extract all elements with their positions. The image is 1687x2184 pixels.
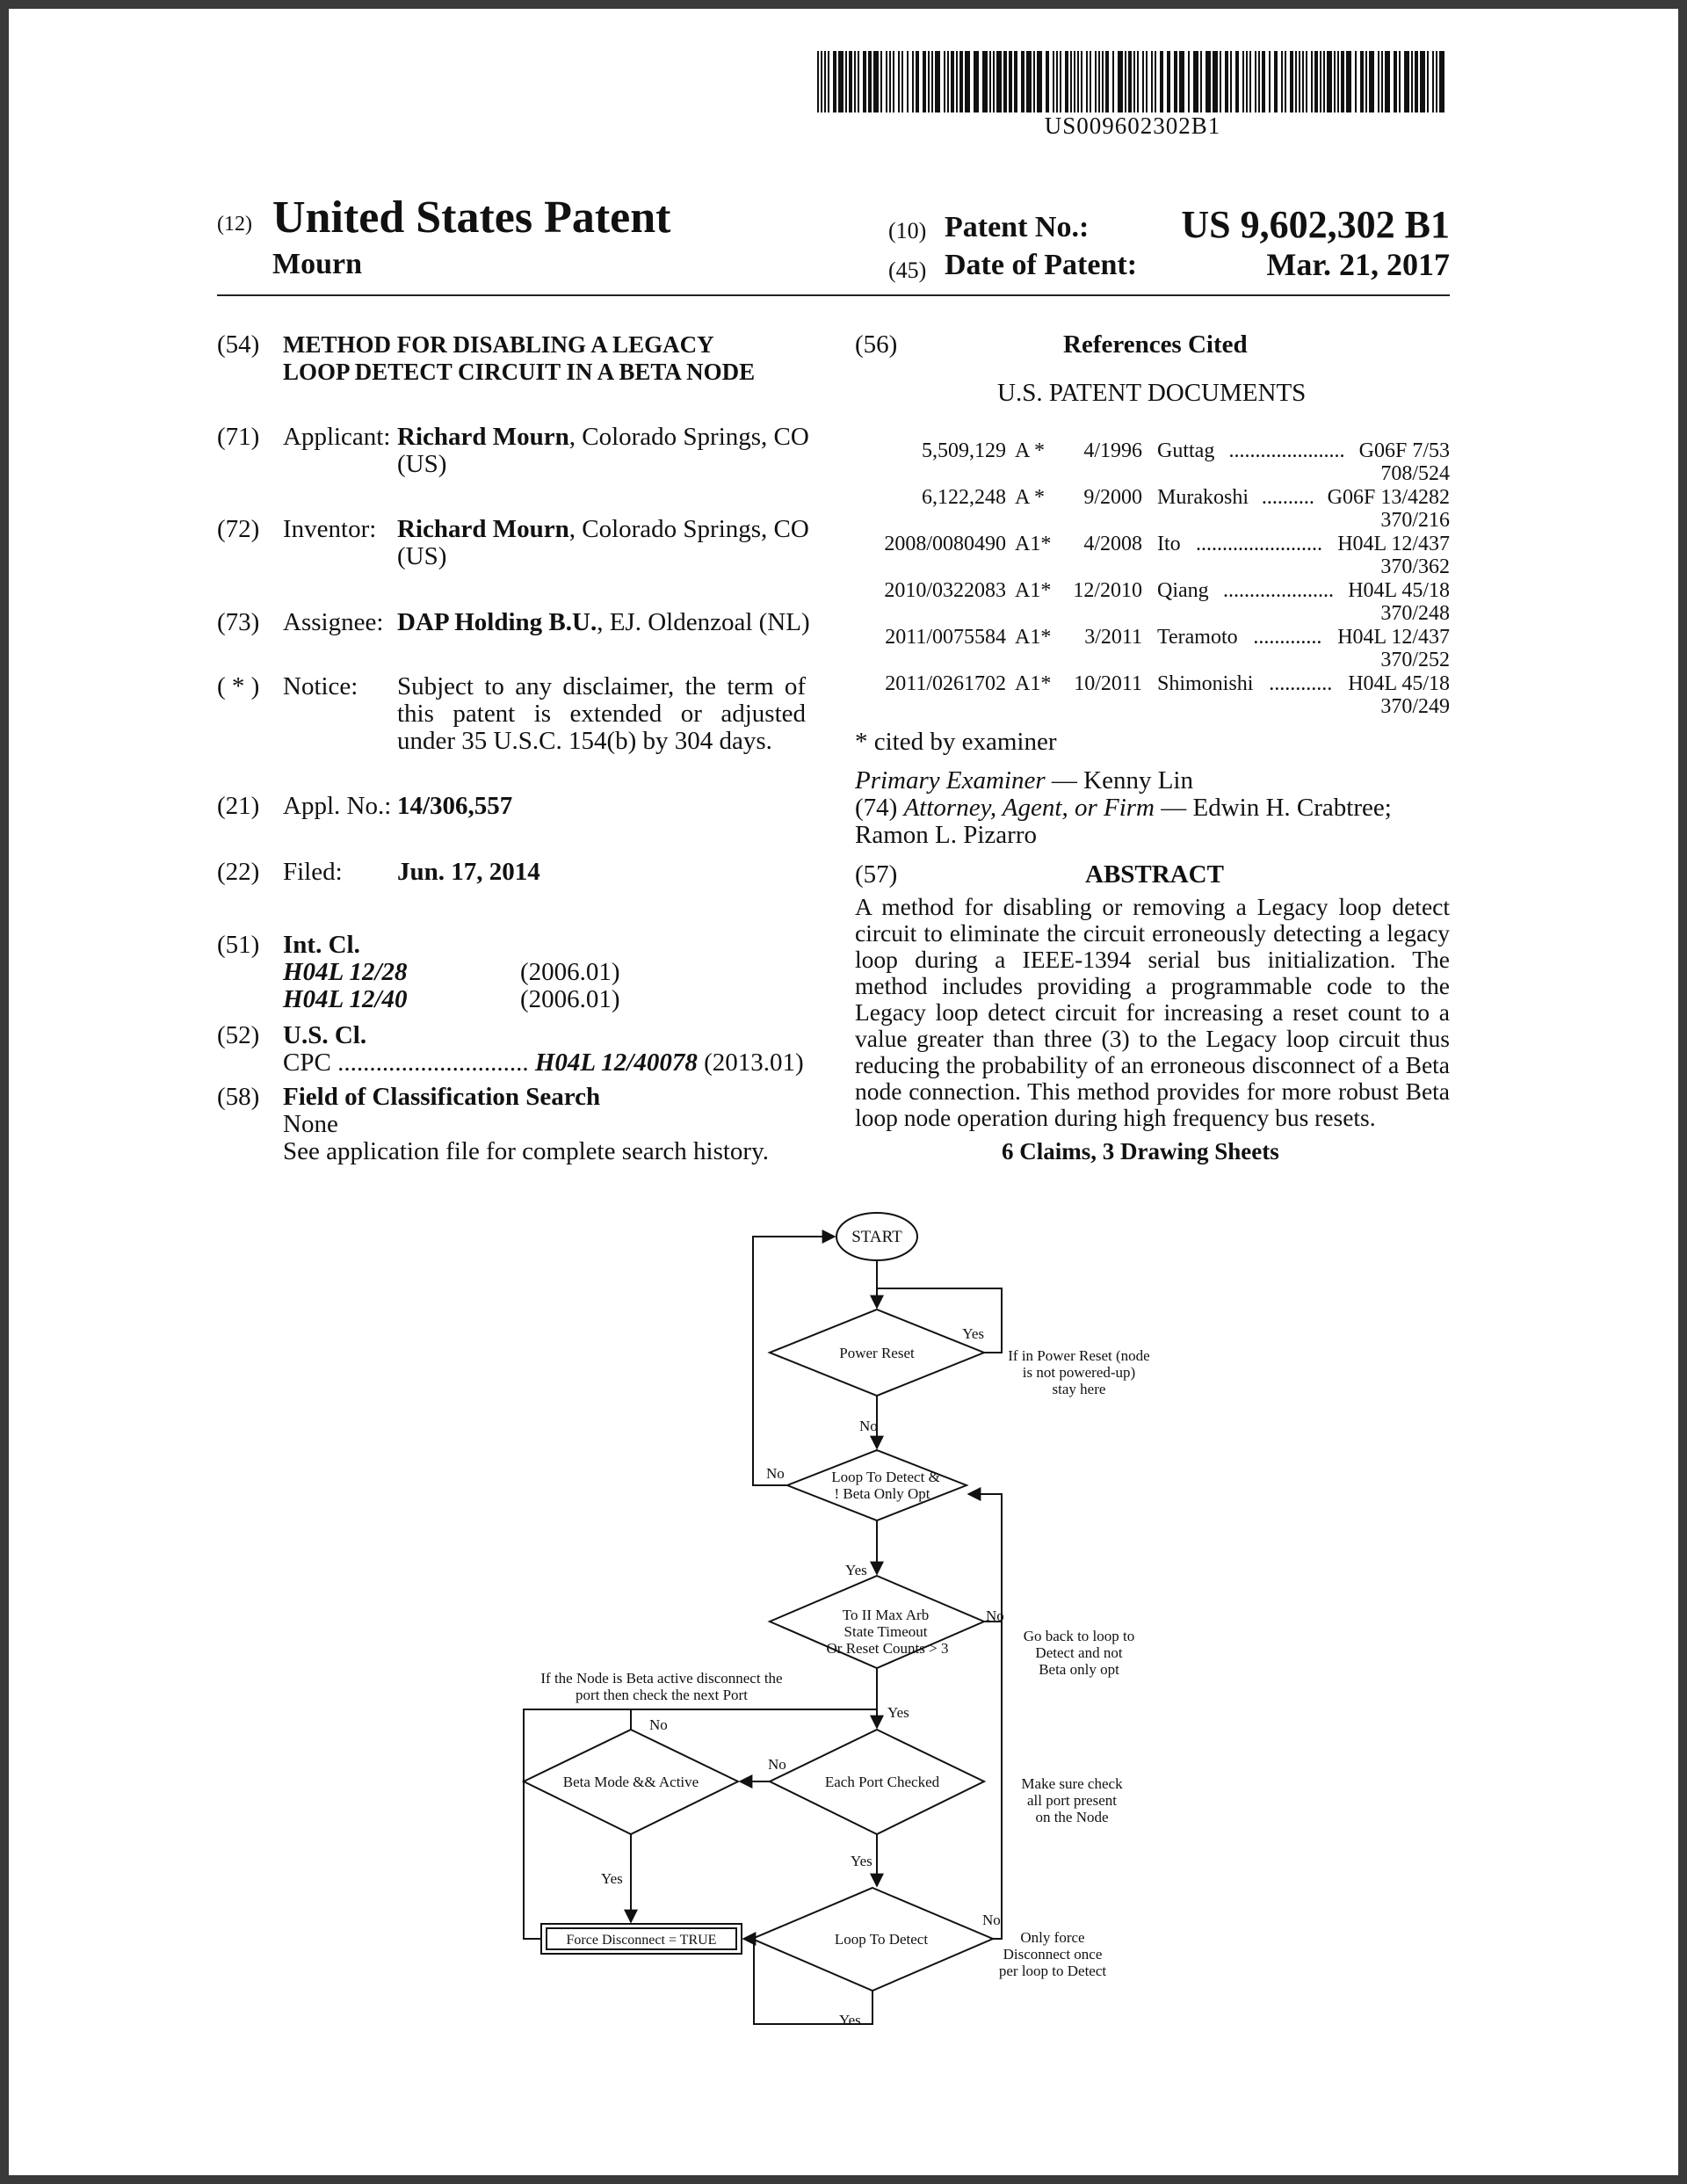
filed-date: Jun. 17, 2014	[397, 858, 540, 886]
int-cl-label: Int. Cl.	[283, 931, 360, 959]
abstract-label: ABSTRACT	[1085, 860, 1224, 889]
int-cl-2-date: (2006.01)	[520, 985, 620, 1013]
ref-number: 2011/0261702	[885, 672, 1006, 695]
examiner-label: Primary Examiner	[855, 766, 1046, 795]
inventor-location: , Colorado Springs, CO	[568, 515, 809, 543]
ref-class: H04L 12/437	[1337, 533, 1450, 555]
applicant-label: Applicant:	[283, 423, 391, 451]
power-reset-no: No	[859, 1418, 878, 1434]
ref-class-secondary: 708/524	[1380, 462, 1450, 485]
timeout-label-3: Or Reset Counts > 3	[826, 1640, 949, 1657]
ref-number: 6,122,248	[922, 486, 1006, 509]
code-56: (56)	[855, 330, 898, 359]
invention-title-line2: LOOP DETECT CIRCUIT IN A BETA NODE	[283, 359, 756, 385]
timeout-label-2: State Timeout	[844, 1623, 928, 1640]
ref-class-secondary: 370/249	[1380, 695, 1450, 718]
cpc-version: (2013.01)	[704, 1049, 804, 1077]
ref-name: Shimonishi	[1157, 672, 1254, 695]
inventor-name: Richard Mourn	[397, 515, 569, 543]
each-port-yes: Yes	[851, 1853, 872, 1869]
doc-title: United States Patent	[272, 192, 671, 243]
ref-kind: A1*	[1015, 533, 1052, 555]
applicant-location: , Colorado Springs, CO	[568, 423, 809, 451]
int-cl-1: H04L 12/28	[283, 958, 408, 986]
code-45: (45)	[888, 258, 927, 283]
applicant-name: Richard Mourn	[397, 423, 569, 451]
code-74: (74)	[855, 794, 898, 822]
notice-label: Notice:	[283, 672, 358, 700]
ref-kind: A1*	[1015, 626, 1052, 649]
go-back-note-3: Beta only opt	[1039, 1661, 1119, 1678]
inventor-label: Inventor:	[283, 515, 377, 543]
notice-text: Subject to any disclaimer, the term of this patent is extended or adjusted under 35 U.S.C. 154(b) by 304 days.	[397, 672, 806, 755]
code-51: (51)	[217, 931, 260, 959]
check-note-1: Make sure check	[1021, 1775, 1123, 1792]
ref-class: H04L 45/18	[1348, 579, 1450, 602]
barcode-text: US009602302B1	[1044, 112, 1221, 139]
code-12: (12)	[217, 213, 252, 236]
check-note-2: all port present	[1027, 1792, 1117, 1809]
ref-name: Teramoto	[1157, 626, 1238, 649]
ref-class: G06F 7/53	[1358, 439, 1450, 462]
code-21: (21)	[217, 792, 260, 820]
patent-no: US 9,602,302 B1	[1181, 203, 1450, 246]
assignee-name: DAP Holding B.U.	[397, 608, 597, 636]
ref-class-secondary: 370/216	[1380, 509, 1450, 532]
ref-date: 4/2008	[1083, 533, 1142, 555]
ref-kind: A1*	[1015, 672, 1052, 695]
attorney-label: Attorney, Agent, or Firm	[903, 794, 1155, 822]
loop-beta-label-1: Loop To Detect &	[831, 1469, 940, 1485]
appl-no: 14/306,557	[397, 792, 513, 820]
applicant-country: (US)	[397, 450, 447, 478]
ref-date: 3/2011	[1084, 626, 1142, 649]
start-label: START	[851, 1228, 902, 1246]
loop-beta-no: No	[766, 1465, 785, 1482]
assignee-label: Assignee:	[283, 608, 384, 636]
power-reset-yes: Yes	[962, 1325, 984, 1342]
code-notice: ( * )	[217, 672, 260, 700]
timeout-label-1: To II Max Arb	[842, 1607, 930, 1623]
ref-date: 4/1996	[1083, 439, 1142, 462]
beta-mode-yes: Yes	[601, 1870, 623, 1887]
ref-number: 2008/0080490	[884, 533, 1006, 555]
go-back-note-2: Detect and not	[1035, 1644, 1123, 1661]
code-54: (54)	[217, 330, 260, 359]
loop-detect-label: Loop To Detect	[834, 1931, 929, 1948]
examiner-name: — Kenny Lin	[1045, 766, 1193, 795]
beta-note-1: If the Node is Beta active disconnect the	[540, 1670, 783, 1687]
code-71: (71)	[217, 423, 260, 451]
power-reset-label: Power Reset	[839, 1345, 915, 1361]
ref-name: Qiang	[1157, 579, 1209, 602]
ref-number: 5,509,129	[922, 439, 1006, 462]
each-port-label: Each Port Checked	[824, 1774, 940, 1790]
beta-mode-label: Beta Mode && Active	[562, 1774, 699, 1790]
us-cl-label: U.S. Cl.	[283, 1021, 367, 1049]
ref-date: 12/2010	[1073, 579, 1142, 602]
timeout-yes: Yes	[887, 1704, 909, 1721]
us-patent-documents-label: U.S. PATENT DOCUMENTS	[997, 379, 1307, 407]
loop-beta-label-2: ! Beta Only Opt	[834, 1485, 930, 1502]
ref-class-secondary: 370/362	[1380, 555, 1450, 578]
loop-beta-yes: Yes	[845, 1562, 867, 1578]
flowchart	[9, 9, 1678, 2175]
code-58: (58)	[217, 1083, 260, 1111]
assignee-location: , EJ. Oldenzoal (NL)	[597, 608, 810, 636]
ref-number: 2010/0322083	[884, 579, 1006, 602]
force-note-3: per loop to Detect	[998, 1963, 1107, 1979]
power-reset-note-1: If in Power Reset (node	[1008, 1347, 1150, 1364]
claims-drawings: 6 Claims, 3 Drawing Sheets	[1002, 1138, 1279, 1165]
ref-kind: A *	[1015, 486, 1046, 509]
ref-kind: A *	[1015, 439, 1046, 462]
invention-title-line1: METHOD FOR DISABLING A LEGACY	[283, 331, 714, 358]
cpc-label: CPC	[283, 1049, 331, 1077]
cpc-class: H04L 12/40078	[534, 1049, 698, 1077]
ref-class-secondary: 370/248	[1380, 602, 1450, 625]
force-disconnect-label: Force Disconnect = TRUE	[566, 1933, 717, 1948]
inventor-country: (US)	[397, 542, 447, 570]
ref-kind: A1*	[1015, 579, 1052, 602]
ref-dots: .............	[1253, 626, 1322, 649]
attorney-name1: — Edwin H. Crabtree;	[1155, 794, 1392, 822]
ref-class: H04L 45/18	[1348, 672, 1450, 695]
power-reset-note-2: is not powered-up)	[1022, 1364, 1136, 1381]
ref-class-secondary: 370/252	[1380, 649, 1450, 671]
abstract-text: A method for disabling or removing a Legacy loop detect circuit to eliminate the circuit erroneously detecting a legacy loop during a IEEE-1394 serial bus initialization. The method includes providing a programmable code to the Legacy loop detect circuit for increasing a reset count to a value greater than three (3) to the Legacy loop circuit thus reducing the probability of an erroneous disconnect of a Beta node connection. This method provides for more robust Beta loop node operation during high frequency bus resets.	[855, 893, 1450, 1131]
each-port-no: No	[768, 1756, 786, 1773]
patent-page	[9, 9, 1678, 2175]
ref-date: 10/2011	[1074, 672, 1142, 695]
date-label: Date of Patent:	[945, 249, 1138, 281]
ref-name: Ito	[1157, 533, 1181, 555]
references-cited-label: References Cited	[1063, 330, 1248, 359]
appl-no-label: Appl. No.:	[283, 792, 392, 820]
ref-class: G06F 13/4282	[1327, 486, 1450, 509]
ref-dots: ............	[1269, 672, 1333, 695]
inventor-short: Mourn	[272, 248, 362, 280]
beta-note-2: port then check the next Port	[576, 1687, 748, 1703]
patent-no-label: Patent No.:	[945, 211, 1090, 243]
code-72: (72)	[217, 515, 260, 543]
patent-date: Mar. 21, 2017	[1266, 247, 1450, 282]
attorney-line2: Ramon L. Pizarro	[855, 821, 1037, 849]
force-note-1: Only force	[1020, 1929, 1085, 1946]
beta-mode-no: No	[649, 1716, 668, 1733]
power-reset-note-3: stay here	[1052, 1381, 1106, 1397]
int-cl-2: H04L 12/40	[283, 985, 408, 1013]
cpc-dots: ..............................	[337, 1049, 529, 1077]
cited-by-examiner: * cited by examiner	[855, 728, 1057, 756]
code-22: (22)	[217, 858, 260, 886]
field-search-none: None	[283, 1110, 338, 1138]
ref-dots: ......................	[1228, 439, 1345, 462]
code-73: (73)	[217, 608, 260, 636]
ref-name: Guttag	[1157, 439, 1215, 462]
ref-dots: ........................	[1195, 533, 1322, 555]
ref-date: 9/2000	[1083, 486, 1142, 509]
loop-detect-yes: Yes	[839, 2012, 861, 2028]
go-back-note-1: Go back to loop to	[1023, 1628, 1135, 1644]
loop-detect-no: No	[982, 1912, 1001, 1928]
ref-name: Murakoshi	[1157, 486, 1249, 509]
code-57: (57)	[855, 860, 898, 889]
code-52: (52)	[217, 1021, 260, 1049]
check-note-3: on the Node	[1035, 1809, 1109, 1825]
ref-number: 2011/0075584	[885, 626, 1006, 649]
ref-dots: .....................	[1222, 579, 1334, 602]
timeout-no: No	[986, 1607, 1004, 1624]
int-cl-1-date: (2006.01)	[520, 958, 620, 986]
ref-dots: ..........	[1261, 486, 1314, 509]
ref-class: H04L 12/437	[1337, 626, 1450, 649]
field-search-note: See application file for complete search history.	[283, 1137, 769, 1165]
code-10: (10)	[888, 218, 927, 243]
field-search-label: Field of Classification Search	[283, 1083, 601, 1111]
force-note-2: Disconnect once	[1003, 1946, 1103, 1963]
filed-label: Filed:	[283, 858, 343, 886]
